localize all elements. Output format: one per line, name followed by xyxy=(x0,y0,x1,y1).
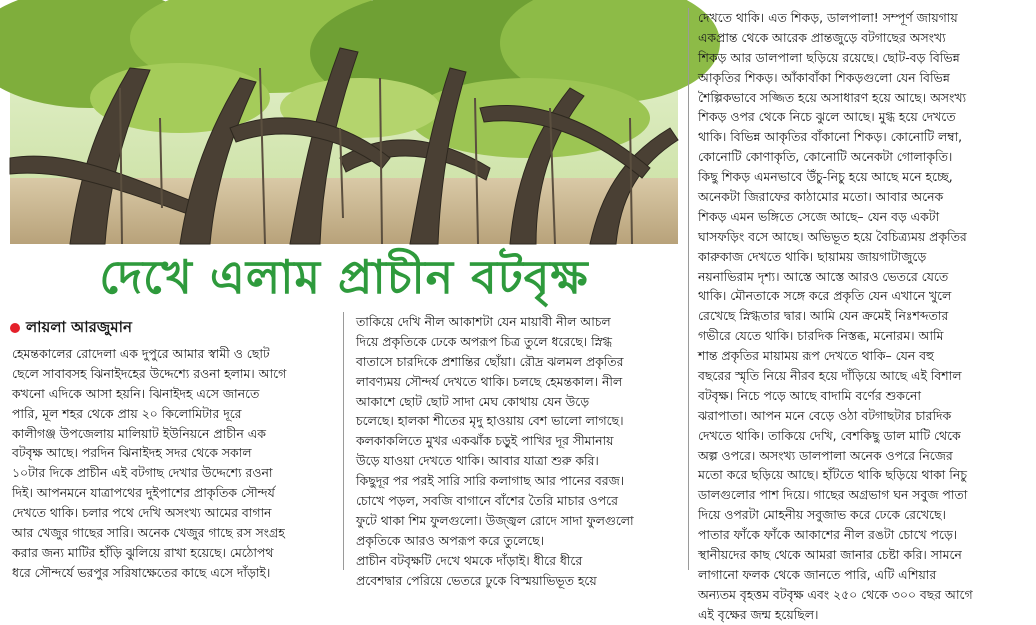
article-text-line: চোখে পড়ল, সবজি বাগানে বাঁশের তৈরি মাচার ওপরে xyxy=(356,493,618,509)
article-text-line: অনেকটা জিরাফের কাঠামোর মতো। আবার অনেক xyxy=(698,189,944,205)
article-text-line: ছেলে সাবাবসহ ঝিনাইদহের উদ্দেশ্যে রওনা হলাম। আগে xyxy=(12,365,287,381)
article-text-line: লাবণ্যময় সৌন্দর্য দেখতে থাকি। চলছে হেমন্তকাল। নীল xyxy=(356,373,623,389)
article-text-line: বাতাসে চারদিকে প্রশান্তির ছোঁয়া। রৌদ্র ঝলমল প্রকৃতির xyxy=(356,353,624,369)
article-text-line: চলেছে। হালকা শীতের মৃদু হাওয়ায় বেশ ভালো লাগছে। xyxy=(356,413,624,429)
author-byline xyxy=(10,316,330,338)
article-text-line: ধরে সৌন্দর্যে ভরপুর সরিষাক্ষেতের কাছে এসে দাঁড়াই। xyxy=(12,564,271,580)
article-text-line: ঘাসফড়িং বসে আছে। অভিভূত হয়ে বৈচিত্র্যময় প্রকৃতির xyxy=(698,228,967,244)
article-text-line: দেখতে থাকি। এত শিকড়, ডালপালা! সম্পূর্ণ জায়গায় xyxy=(698,10,958,25)
article-text-line: আকাশে ছোট ছোট সাদা মেঘ কোথায় যেন উড়ে xyxy=(356,393,590,409)
article-text-line: হেমন্তকালের রোদেলা এক দুপুরে আমার স্বামী ও ছোট xyxy=(12,346,270,361)
article-text-line: দিয়ে প্রকৃতিকে ঢেকে অপরূপ চিত্র তুলে ধরেছে। স্নিগ্ধ xyxy=(356,333,612,349)
article-text-line: ডালগুলোর পাশ দিয়ে। গাছের অগ্রভাগ ঘন সবুজ পাতা xyxy=(698,487,968,503)
article-text-line: আর খেজুর গাছের সারি। অনেক খেজুর গাছে রস সংগ্রহ xyxy=(12,525,285,541)
article-text-line: শিকড় ওপর থেকে নিচে ঝুলে আছে। মুগ্ধ হয়ে দেখতে xyxy=(698,109,956,125)
article-text-line: লাগানো ফলক থেকে জানতে পারি, এটি এশিয়ার xyxy=(698,566,937,582)
article-text-line: অল্প ওপরে। অসংখ্য ডালপালা অনেক ওপরে নিজের xyxy=(698,447,953,463)
article-text-line: প্রকৃতিকে আরও অপরূপ করে তুলেছে। xyxy=(356,532,545,548)
article-text-line: এই বৃক্ষের জন্ম হয়েছিল। xyxy=(698,606,819,622)
author-name: লায়লা আরজুমান xyxy=(26,318,132,336)
article-text-line: প্রাচীন বটবৃক্ষটি দেখে থমকে দাঁড়াই। ধীরে ধীরে xyxy=(356,552,583,568)
article-text-line: ১০টার দিকে প্রাচীন এই বটগাছ দেখার উদ্দেশ্যে রওনা xyxy=(12,465,273,481)
article-text-line: থাকি। বিভিন্ন আকৃতির বাঁকানো শিকড়। কোনোটি লম্বা, xyxy=(698,129,963,145)
banyan-tree-photo xyxy=(10,8,678,244)
article-text-line: দিই। আপনমনে যাত্রাপথের দুইপাশের প্রাকৃতিক সৌন্দর্য xyxy=(12,485,275,501)
article-column-1 xyxy=(12,344,330,580)
article-headline: দেখে এলাম প্রাচীন বটবৃক্ষ xyxy=(99,250,589,304)
article-text-line: কিছুদূর পর পরই সারি সারি কলাগাছ আর পানের বরজ। xyxy=(356,473,625,489)
article-text-line: স্থানীয়দের কাছ থেকে আমরা জানার চেষ্টা করি। সামনে xyxy=(698,547,962,563)
article-text-line: মতো করে ছড়িয়ে আছে। হাঁটতে থাকি ছড়িয়ে থাকা নিচু xyxy=(698,467,967,483)
article-text-line: কখনো এদিকে আসা হয়নি। ঝিনাইদহ এসে জানতে xyxy=(12,385,260,401)
article-text-line: দিয়ে ওপরটা মোহনীয় সবুজাভ করে ঢেকে রেখেছে। xyxy=(698,507,946,523)
article-text-line: আকৃতির শিকড়। আঁকাবাঁকা শিকড়গুলো যেন বিভিন্ন xyxy=(698,69,950,85)
article-text-line: উড়ে যাওয়া দেখতে থাকি। আবার যাত্রা শুরু করি। xyxy=(356,453,599,469)
article-text-line: একপ্রান্ত থেকে আরেক প্রান্তজুড়ে বটগাছের অসংখ্য xyxy=(698,29,946,45)
article-text-line: দেখতে থাকি। চলার পথে দেখি অসংখ্য আমের বাগান xyxy=(12,505,272,521)
column-divider xyxy=(688,8,689,570)
article-text-line: বছরের স্মৃতি নিয়ে নীরব হয়ে দাঁড়িয়ে আছে এই বিশাল xyxy=(698,368,962,384)
article-text-line: করার জন্য মাটির হাঁড়ি ঝুলিয়ে রাখা হয়েছে। মেঠোপথ xyxy=(12,544,274,560)
column-divider xyxy=(343,312,344,570)
article-text-line: কলকাকলিতে মুখর একঝাঁক চড়ুই পাখির দূর সীমানায় xyxy=(356,433,614,449)
article-text-line: শিকড় আর ডালপালা ছড়িয়ে রয়েছে। ছোট-বড় বিভিন্ন xyxy=(698,49,960,65)
article-text-line: তাকিয়ে দেখি নীল আকাশটা যেন মায়াবী নীল আচল xyxy=(356,314,611,329)
article-text-line: ঝরাপাতা। আপন মনে বেড়ে ওঠা বটগাছটার চারদিক xyxy=(698,407,952,423)
article-text-line: বটবৃক্ষ। নিচে পড়ে আছে বাদামি বর্ণের শুকনো xyxy=(698,387,921,403)
byline-dot-icon xyxy=(10,323,20,333)
article-text-line: গভীরে যেতে থাকি। চারদিক নিস্তব্ধ, মনোরম। আমি xyxy=(698,328,944,344)
article-text-line: কালীগঞ্জ উপজেলায় মালিয়াট ইউনিয়নে প্রাচীন এক xyxy=(12,425,266,441)
article-text-line: অন্যতম বৃহত্তম বটবৃক্ষ এবং ২৫০ থেকে ৩০০ বছর আগে xyxy=(698,586,973,602)
article-text-line: দেখতে থাকি। তাকিয়ে দেখি, বেশকিছু ডাল মাটি থেকে xyxy=(698,427,961,443)
article-text-line: কারুকাজ দেখতে থাকি। ছায়াময় জায়গাটাজুড়ে xyxy=(698,248,927,264)
article-text-line: ফুটে থাকা শিম ফুলগুলো। উজ্জ্বল রোদে সাদা ফুলগুলো xyxy=(356,512,634,528)
article-text-line: বটবৃক্ষ আছে। পরদিন ঝিনাইদহ সদর থেকে সকাল xyxy=(12,445,252,461)
article-text-line: নয়নাভিরাম দৃশ্য। আস্তে আস্তে আরও ভেতরে যেতে xyxy=(698,268,949,284)
article-text-line: প্রবেশদ্বার পেরিয়ে ভেতরে ঢুকে বিস্ময়াভিভূত হয়ে xyxy=(356,572,597,588)
article-text-line: কোনোটি কোণাকৃতি, কোনোটি অনেকটা গোলাকৃতি। xyxy=(698,149,953,165)
article-text-line: কিছু শিকড় এমনভাবে উঁচু-নিচু হয়ে আছে মনে হচ্ছে, xyxy=(698,169,953,185)
article-text-line: পাতার ফাঁকে ফাঁকে আকাশের নীল রঙটা চোখে পড়ে। xyxy=(698,527,958,543)
article-text-line: শান্ত প্রকৃতির মায়াময় রূপ দেখতে থাকি– যেন বহু xyxy=(698,348,934,364)
article-column-3 xyxy=(698,8,1028,622)
article-text-line: শৈল্পিকভাবে সজ্জিত হয়ে অসাধারণ হয়ে আছে। অসংখ্য xyxy=(698,89,967,105)
article-column-2 xyxy=(356,312,678,588)
article-text-line: থাকি। মৌনতাকে সঙ্গে করে প্রকৃতি যেন এখানে খুলে xyxy=(698,288,952,304)
article-text-line: রেখেছে স্নিগ্ধতার দ্বার। আমি যেন ক্রমেই নিঃশব্দতার xyxy=(698,308,949,324)
article-text-line: পারি, মূল শহর থেকে প্রায় ২০ কিলোমিটার দূরে xyxy=(12,405,242,421)
article-text-line: শিকড় এমন ভঙ্গিতে সেজে আছে– যেন বড় একটা xyxy=(698,208,940,224)
